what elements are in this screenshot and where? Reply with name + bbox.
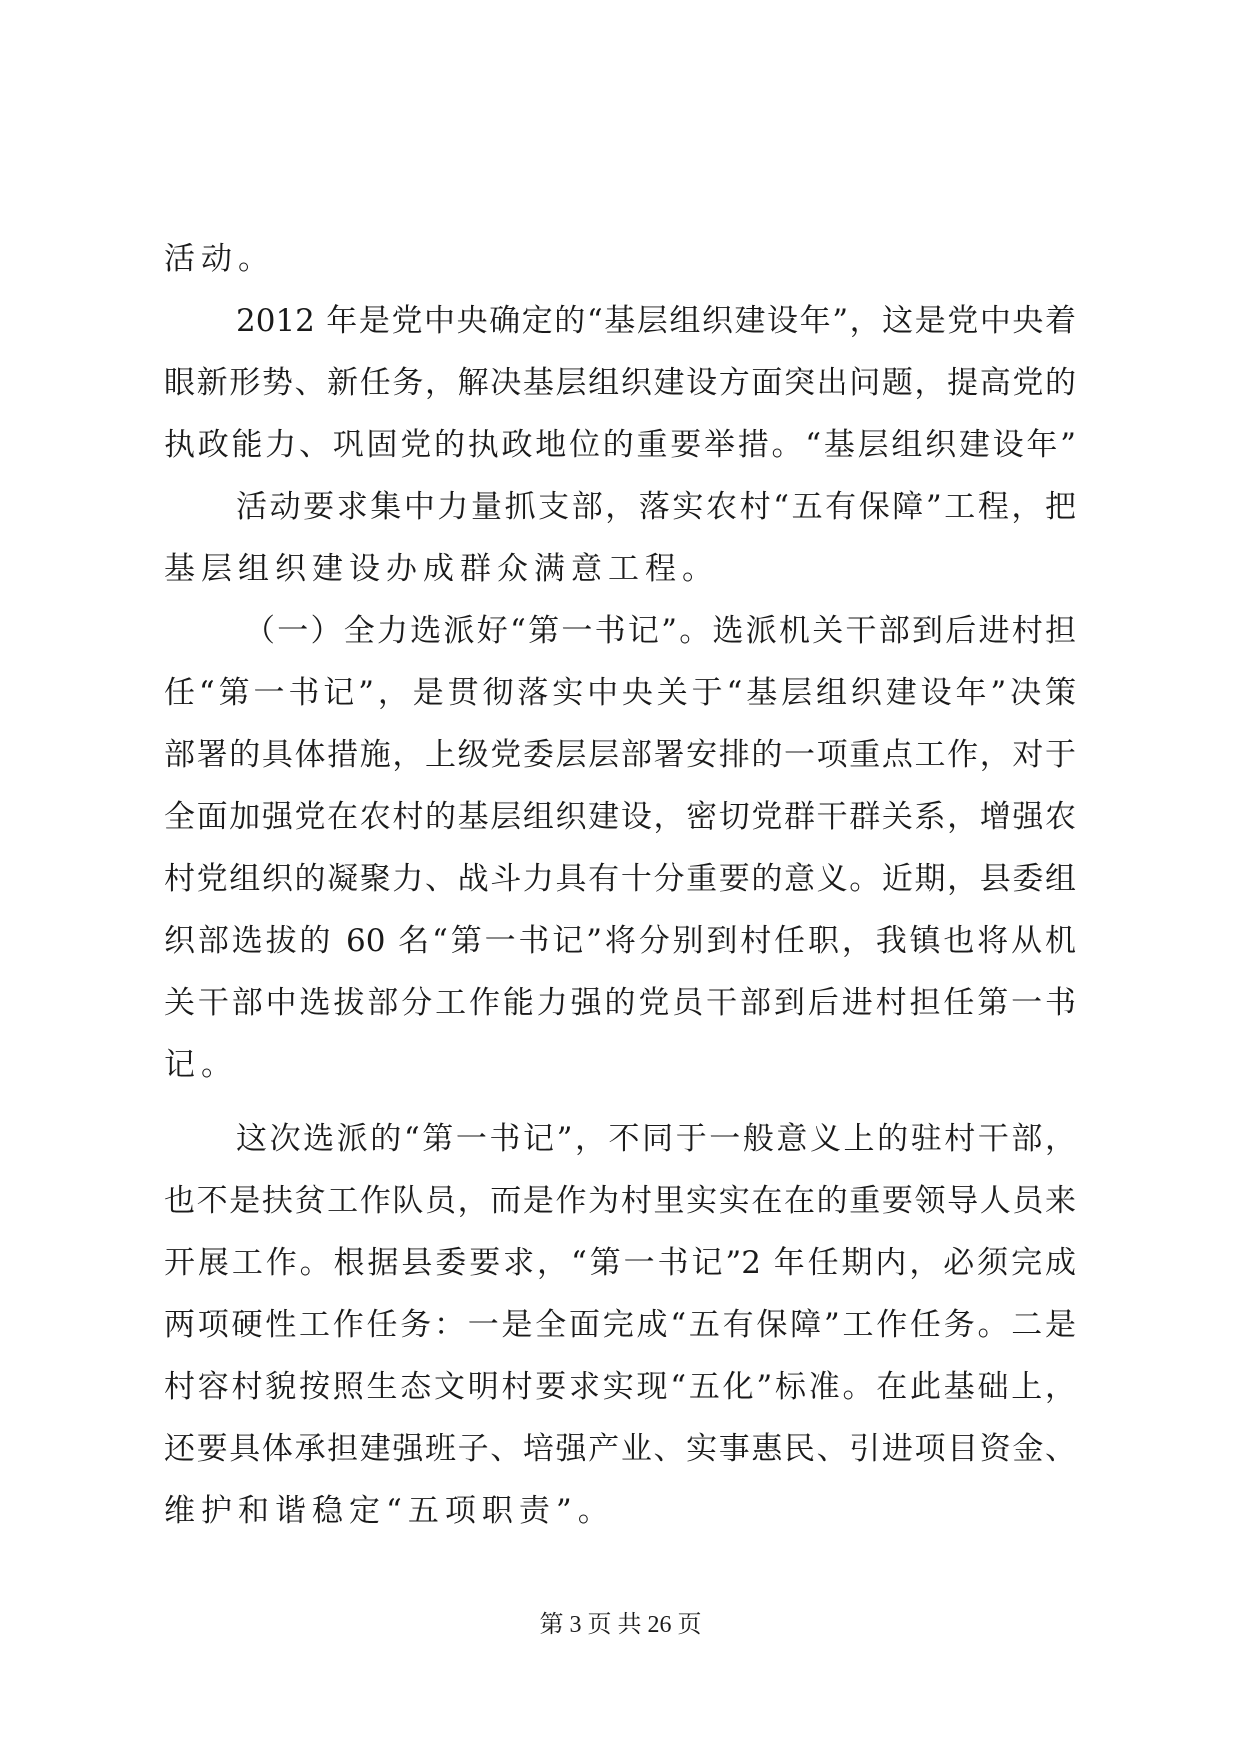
text-line: 关干部中选拔部分工作能力强的党员干部到后进村担任第一书: [164, 985, 1076, 1021]
text-line: 村党组织的凝聚力、战斗力具有十分重要的意义。近期，县委组: [164, 861, 1076, 897]
text-line: 村容村貌按照生态文明村要求实现“五化”标准。在此基础上，: [164, 1369, 1076, 1405]
text-line: 基层组织建设办成群众满意工程。: [164, 551, 719, 587]
text-line: 织部选拔的 60 名“第一书记”将分别到村任职，我镇也将从机: [164, 923, 1076, 959]
text-line: 眼新形势、新任务，解决基层组织建设方面突出问题，提高党的: [164, 365, 1076, 401]
text-line: 还要具体承担建强班子、培强产业、实事惠民、引进项目资金、: [164, 1431, 1076, 1467]
text-line: 活动要求集中力量抓支部，落实农村“五有保障”工程，把: [236, 489, 1076, 525]
text-line: 维护和谐稳定“五项职责”。: [164, 1493, 615, 1529]
text-line: 开展工作。根据县委要求，“第一书记”2 年任期内，必须完成: [164, 1245, 1076, 1281]
text-line: 这次选派的“第一书记”，不同于一般意义上的驻村干部，: [236, 1121, 1076, 1157]
text-line: 两项硬性工作任务：一是全面完成“五有保障”工作任务。二是: [164, 1307, 1076, 1343]
text-line: 全面加强党在农村的基层组织建设，密切党群干群关系，增强农: [164, 799, 1076, 835]
text-line: （一）全力选派好“第一书记”。选派机关干部到后进村担: [244, 613, 1076, 649]
text-line: 任“第一书记”，是贯彻落实中央关于“基层组织建设年”决策: [164, 675, 1076, 711]
text-line: 记。: [164, 1047, 238, 1083]
text-line: 活动。: [164, 241, 275, 277]
text-line: 部署的具体措施，上级党委层层部署安排的一项重点工作，对于: [164, 737, 1076, 773]
document-body: [164, 228, 1076, 1542]
text-line: 也不是扶贫工作队员，而是作为村里实实在在的重要领导人员来: [164, 1183, 1076, 1219]
text-line: 执政能力、巩固党的执政地位的重要举措。“基层组织建设年”: [164, 427, 1076, 463]
text-line: 2012 年是党中央确定的“基层组织建设年”，这是党中央着: [236, 303, 1076, 339]
page-number: 第 3 页 共 26 页: [539, 1612, 702, 1638]
